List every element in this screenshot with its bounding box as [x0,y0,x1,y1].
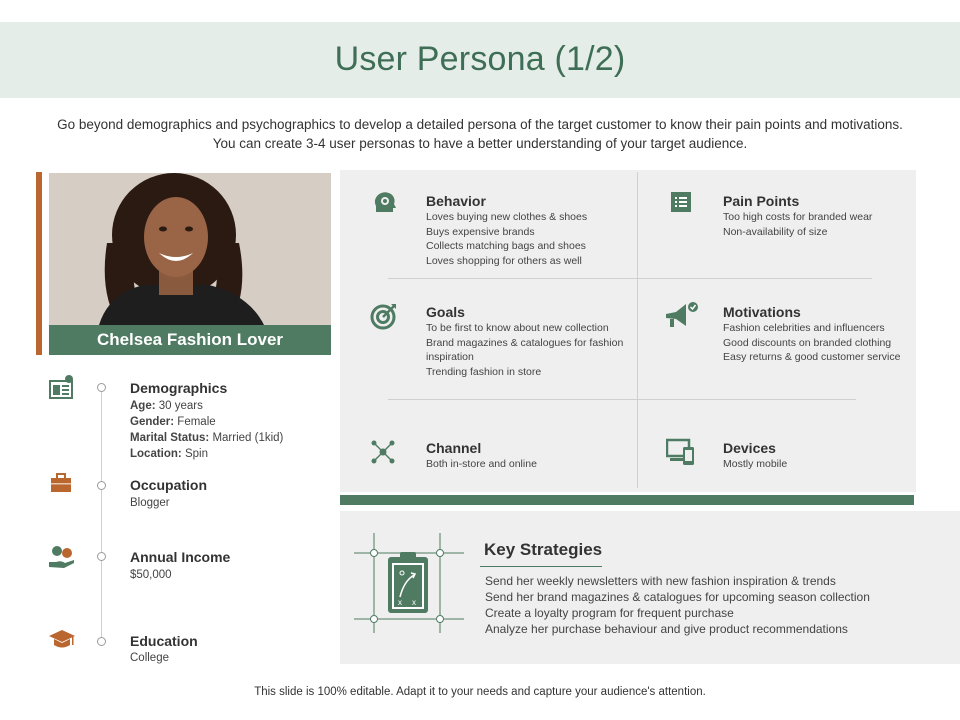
key-strategies-underline [480,566,602,567]
strategy-item: Create a loyalty program for frequent purchase [485,606,734,620]
persona-portrait-illustration [49,173,331,325]
behavior-line: Loves shopping for others as well [426,254,582,267]
strategy-board-icon [354,533,464,633]
strategy-item: Send her brand magazines & catalogues for upcoming season collection [485,590,870,604]
target-icon [370,302,396,328]
demographics-gender: Gender: Female [130,416,216,428]
key-strategies-list [485,573,870,637]
grid-divider-horizontal-1 [388,278,872,279]
subtitle-line-1: Go beyond demographics and psychographics to develop a detailed persona of the target customer to know their pain points and motivations. [57,117,903,132]
demographics-marital-status: Marital Status: Married (1kid) [130,432,284,444]
income-value: $50,000 [130,569,172,581]
head-gear-icon [372,190,398,216]
key-strategies-title: Key Strategies [484,540,603,559]
behavior-lines [426,210,587,268]
grid-divider-horizontal-2 [388,399,856,400]
timeline-dot-demographics [97,383,106,392]
pain-points-lines [723,210,872,239]
motivations-lines [723,321,900,365]
timeline-dot-income [97,552,106,561]
money-hand-icon [48,544,74,570]
grid-divider-vertical [637,172,638,488]
demographics-title: Demographics [130,380,228,396]
pain-points-line: Too high costs for branded wear [723,211,873,223]
goals-title: Goals [426,304,465,320]
goals-line: To be first to know about new collection [426,322,609,334]
timeline-dot-education [97,637,106,646]
pain-points-title: Pain Points [723,193,800,209]
goals-line: Trending fashion in store [426,365,542,378]
demographics-icon [49,375,75,401]
list-icon [670,191,696,217]
motivations-line: Good discounts on branded clothing [723,336,892,349]
devices-line: Mostly mobile [723,458,788,470]
behavior-title: Behavior [426,193,486,209]
pain-points-line: Non-availability of size [723,225,828,238]
motivations-title: Motivations [723,304,801,320]
devices-icon [666,438,692,464]
goals-lines [426,321,623,379]
motivations-line: Fashion celebrities and influencers [723,322,885,334]
motivations-line: Easy returns & good customer service [723,351,901,363]
behavior-line: Buys expensive brands [426,225,535,238]
briefcase-icon [50,472,76,498]
goals-line: Brand magazines & catalogues for fashion [426,336,624,349]
network-icon [371,440,397,466]
graduation-cap-icon [48,628,74,654]
occupation-title: Occupation [130,477,208,493]
channel-line: Both in-store and online [426,458,537,470]
behavior-line: Collects matching bags and shoes [426,240,586,252]
persona-name: Chelsea Fashion Lover [49,325,331,355]
devices-title: Devices [723,440,776,456]
occupation-value: Blogger [130,497,170,509]
persona-accent-bar [36,172,42,355]
accent-strip [340,495,914,505]
education-value: College [130,652,169,664]
svg-text:x: x [398,598,402,607]
channel-lines [426,457,537,472]
svg-text:x: x [412,598,416,607]
subtitle [40,115,920,153]
demographics-location: Location: Spin [130,448,208,460]
megaphone-icon [662,300,688,326]
income-title: Annual Income [130,549,231,565]
strategy-item: Send her weekly newsletters with new fashion inspiration & trends [485,574,836,588]
behavior-line: Loves buying new clothes & shoes [426,211,588,223]
education-title: Education [130,633,198,649]
subtitle-line-2: You can create 3-4 user personas to have a better understanding of your target audience. [212,136,748,151]
persona-photo [49,173,331,325]
demographics-age: Age: 30 years [130,400,203,412]
channel-title: Channel [426,440,482,456]
timeline-line [101,388,102,646]
footer-note: This slide is 100% editable. Adapt it to your needs and capture your audience's attention. [254,686,706,698]
devices-lines [723,457,787,472]
page-title: User Persona (1/2) [334,40,626,78]
goals-line: inspiration [426,351,474,363]
timeline-dot-occupation [97,481,106,490]
strategy-item: Analyze her purchase behaviour and give product recommendations [485,622,848,636]
